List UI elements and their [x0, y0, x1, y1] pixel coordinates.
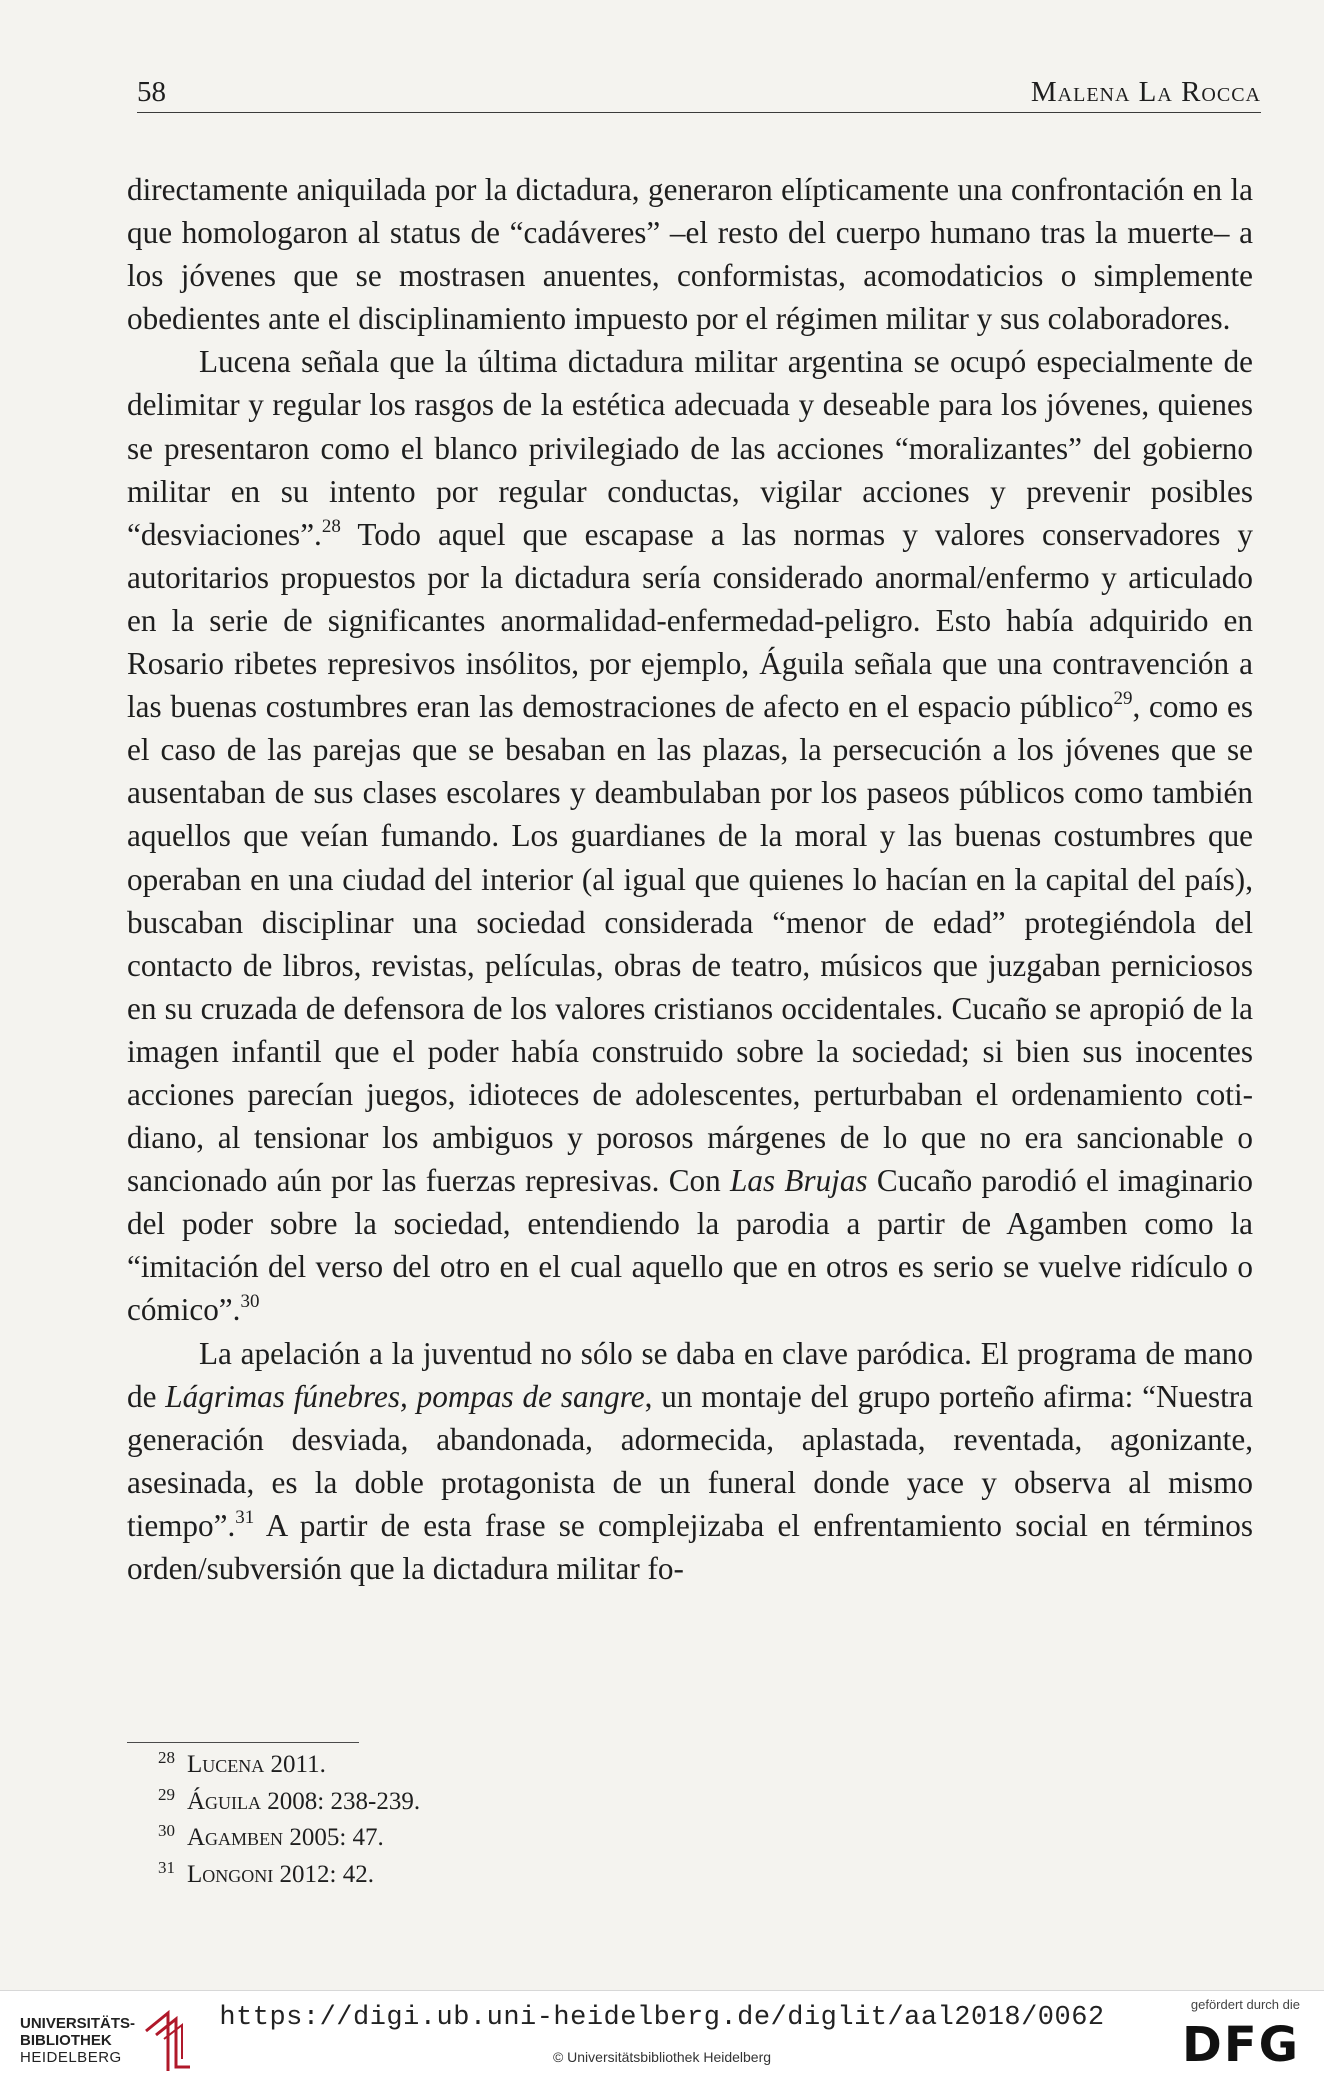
footnote-ref: 2012: 42.	[273, 1860, 374, 1888]
library-name-line-2: BIBLIOTHEK	[20, 2032, 112, 2049]
paragraph-1: directamente aniquilada por la dictadura, generaron elípticamente una confrontación en la que homologaron al status de “cadáveres” –el resto del cuerpo humano tras la muerte– a los jóvenes que se mostrasen anuentes, conformistas, acomodaticios o simplemente obedientes ante el disciplinamiento impuesto por el régimen militar y sus colaboradores.	[127, 172, 1253, 337]
work-title-las-brujas: Las Brujas	[730, 1163, 868, 1199]
footnote-author: Lucena	[187, 1751, 265, 1778]
footnote-number: 30	[158, 1821, 175, 1840]
footnote-ref: 2008: 238-239.	[261, 1787, 421, 1815]
footnote-ref-30[interactable]: 30	[240, 1291, 260, 1313]
body-text	[127, 168, 1253, 1590]
funding-label: gefördert durch die	[1190, 1997, 1300, 2012]
footnotes	[158, 1747, 1158, 1893]
footnote-number: 28	[158, 1748, 175, 1767]
running-head-author: Malena La Rocca	[1030, 76, 1261, 108]
footnote-ref-29[interactable]: 29	[1113, 688, 1133, 710]
footnote-28	[158, 1747, 1158, 1784]
footnote-divider	[127, 1742, 359, 1743]
footnote-number: 31	[158, 1857, 175, 1877]
footnote-29	[158, 1784, 1158, 1821]
footnote-30	[158, 1820, 1158, 1857]
footnote-number: 29	[158, 1784, 175, 1804]
footnote-ref: 2011.	[264, 1751, 326, 1778]
library-name-line-3: HEIDELBERG	[20, 2049, 122, 2066]
copyright-notice: © Universitätsbibliothek Heidelberg	[552, 2049, 772, 2065]
running-head	[137, 72, 1261, 113]
footnote-ref: 2005: 47.	[283, 1824, 384, 1851]
digitization-footer	[0, 1990, 1324, 2087]
permalink-url[interactable]: https://digi.ub.uni-heidelberg.de/diglit/aal2018/0062	[219, 2003, 1105, 2033]
page-number: 58	[137, 76, 166, 108]
footnote-ref-31[interactable]: 31	[235, 1506, 255, 1528]
footnote-author: Águila	[187, 1787, 262, 1815]
paragraph-2: Lucena señala que la última dictadura militar argentina se ocupó especialmente de delimitar y regular los rasgos de la estética adecuada y deseable para los jóvenes, quienes se presentaron como el blanco privilegiado de las acciones “moralizantes” del gobierno militar en su intento por regular conductas, vigilar acciones y prevenir posibles “desviaciones”.$^{28}$ Todo aquel que escapase a las normas y valores conservadores y autoritarios propuestos por la dictadura sería considerado anormal/enfermo y articulado en la serie de significantes anormalidad-enfermedad-peligro. Esto había adquirido en Rosario ribetes represivos insólitos, por ejemplo, Águila señala que una contravención a las buenas costumbres eran las demostraciones de afecto en el espacio público$^{29}$, como es el caso de las parejas que se besaban en las plazas, la persecución a los jóvenes que se ausentaban de sus clases escolares y deambulaban por los paseos públicos como también aquellos que veían fumando. Los guardianes de la moral y las buenas costumbres que operaban en una ciudad del interior (al igual que quienes lo hacían en la capital del país), buscaban disciplinar una sociedad considerada “menor de edad” protegiéndola del contacto de libros, revistas, películas, obras de teatro, músicos que juzgaban perniciosos en su cruzada de defensora de los valores cristianos occidentales. Cucaño se apropió de la imagen infantil que el poder había construido sobre la sociedad; si bien sus inocentes acciones parecían juegos, idioteces de adolescentes, perturbaban el ordenamiento cotidiano, al tensionar los ambiguos y porosos márgenes de lo que no era sancionable o sancionado aún por las fuerzas represivas. Con Las Brujas Cucaño parodió el imaginario del poder sobre la sociedad, entendiendo la parodia a partir de Agamben como la “imitación del verso del otro en el cual aquello que en otros es serio se vuelve ridículo o cómico”.$^{30}$	[127, 344, 1253, 1328]
work-title-lagrimas: Lágrimas fúnebres, pompas de sangre	[165, 1378, 645, 1414]
funder-block	[1150, 1997, 1300, 2081]
footnote-ref-28[interactable]: 28	[321, 515, 341, 537]
dfg-logo: DFG	[1181, 2017, 1300, 2073]
paragraph-3: La apelación a la juventud no sólo se daba en clave paródica. El programa de mano de Lágrimas fúnebres, pompas de sangre, un montaje del grupo porteño afirma: “Nuestra generación desviada, abandonada, adormecida, aplastada, reventada, agonizante, asesinada, es la doble protagonista de un funeral donde yace y observa al mismo tiempo”.$^{31}$ A partir de esta frase se complejizaba el enfrentamiento social en términos orden/subversión que la dictadura militar fo-	[127, 1335, 1254, 1586]
footnote-author: Agamben	[187, 1824, 284, 1851]
footnote-author: Longoni	[187, 1860, 274, 1888]
footnote-31	[158, 1857, 1158, 1894]
library-name-line-1: UNIVERSITÄTS-	[20, 2015, 136, 2032]
